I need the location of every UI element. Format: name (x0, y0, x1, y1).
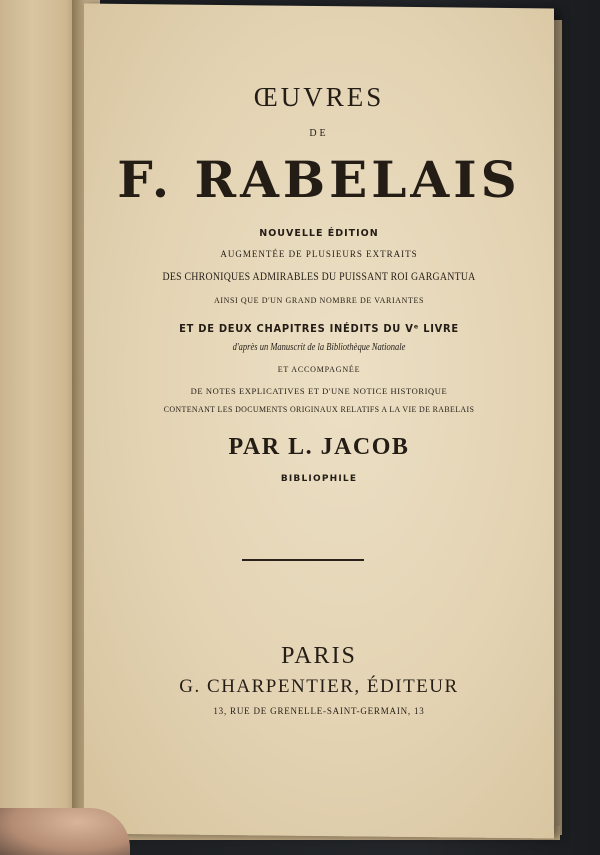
title-page-content (84, 0, 554, 855)
publisher-name: G. CHARPENTIER, ÉDITEUR (179, 676, 459, 697)
work-title: ŒUVRES (253, 82, 385, 112)
thumb (0, 808, 130, 855)
edition-label: NOUVELLE ÉDITION (259, 228, 379, 239)
publisher-address: 13, RUE DE GRENELLE-SAINT-GERMAIN, 13 (213, 706, 425, 716)
divider-rule (242, 559, 364, 561)
editor-line: PAR L. JACOB (228, 434, 410, 460)
publication-city: PARIS (281, 643, 357, 669)
documents-line: CONTENANT LES DOCUMENTS ORIGINAUX RELATIFS A LA VIE DE RABELAIS (163, 404, 475, 414)
chronicles-line: DES CHRONIQUES ADMIRABLES DU PUISSANT ROI GARGANTUA (162, 269, 476, 283)
notes-line: DE NOTES EXPLICATIVES ET D'UNE NOTICE HISTORIQUE (190, 386, 448, 396)
accompanied-line: ET ACCOMPAGNÉE (277, 365, 361, 374)
manuscript-line: d'après un Manuscrit de la Bibliothèque Nationale (232, 342, 406, 353)
editor-title: BIBLIOPHILE (280, 474, 358, 484)
augmented-line: AUGMENTÉE DE PLUSIEURS EXTRAITS (220, 249, 418, 259)
left-page (0, 0, 82, 855)
chapters-line: ET DE DEUX CHAPITRES INÉDITS DU Vᵉ LIVRE (179, 322, 459, 335)
author-name: F. RABELAIS (117, 150, 521, 209)
variants-line: AINSI QUE D'UN GRAND NOMBRE DE VARIANTES (213, 296, 425, 305)
preposition: DE (309, 128, 329, 139)
